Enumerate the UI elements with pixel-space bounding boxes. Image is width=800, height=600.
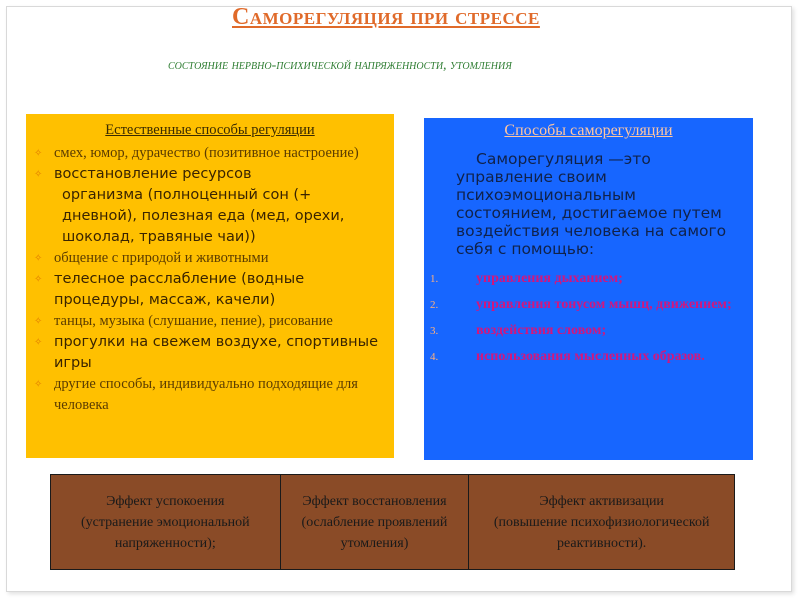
- list-item: 2. управления тонусом мышц, движением;: [430, 297, 732, 312]
- self-regulation-list: [424, 270, 753, 366]
- natural-methods-list: [26, 143, 394, 416]
- list-item: 1. управления дыханием;: [430, 271, 623, 286]
- effect-label: Эффект успокоения: [106, 493, 225, 509]
- bullet-icon: ✧: [34, 379, 43, 390]
- item-number: 4.: [430, 351, 439, 363]
- effects-table: [50, 474, 735, 570]
- effect-description: (ослабление проявлений утомления): [301, 514, 448, 551]
- item-number: 3.: [430, 325, 439, 337]
- effect-description: (повышение психофизиологической реактивности).: [493, 514, 710, 551]
- list-item: 3. воздействия словом;: [430, 323, 607, 338]
- effect-description: (устранение эмоциональной напряженности);: [80, 514, 250, 551]
- bullet-icon: ✧: [34, 316, 43, 327]
- slide-subtitle: состояние нервно-психической напряженности, утомления: [168, 58, 512, 73]
- self-regulation-box: [424, 118, 753, 460]
- natural-methods-box: [26, 114, 394, 458]
- item-number: 2.: [430, 299, 439, 311]
- item-number: 1.: [430, 273, 439, 285]
- list-item: ✧ восстановление ресурсов организма (полноценный сон (+ дневной), полезная еда (мед, орехи, шоколад, травяные чаи)): [34, 166, 345, 245]
- list-item: ✧ прогулки на свежем воздухе, спортивные игры: [34, 334, 379, 371]
- table-row: [51, 475, 735, 570]
- effect-activation-cell: [469, 475, 735, 570]
- list-item: ✧ смех, юмор, дурачество (позитивное настроение): [26, 143, 394, 164]
- slide-title: Саморегуляция при стрессе: [232, 4, 540, 30]
- bullet-icon: ✧: [34, 253, 43, 264]
- self-regulation-heading: Способы саморегуляции: [504, 122, 673, 139]
- bullet-icon: ✧: [34, 169, 43, 180]
- bullet-icon: ✧: [34, 337, 43, 348]
- list-item: 4. использования мысленных образов.: [430, 349, 705, 364]
- list-item: ✧ телесное расслабление (водные процедуры, массаж, качели): [34, 271, 305, 308]
- bullet-icon: ✧: [34, 274, 43, 285]
- list-item: ✧ общение с природой и животными: [26, 248, 394, 269]
- effect-calming-cell: [51, 475, 281, 570]
- self-regulation-definition: Саморегуляция —это управление своим психоэмоциональным состоянием, достигаемое путем воздействия человека на самого себя с помощью:: [456, 150, 727, 258]
- list-item: ✧ другие способы, индивидуально подходящие для человека: [34, 376, 358, 413]
- effect-recovery-cell: [280, 475, 469, 570]
- list-item: ✧ танцы, музыка (слушание, пение), рисование: [26, 311, 394, 332]
- effect-label: Эффект активизации: [539, 493, 664, 509]
- bullet-icon: ✧: [34, 148, 43, 159]
- effect-label: Эффект восстановления: [302, 493, 447, 509]
- natural-methods-heading: Естественные способы регуляции: [105, 122, 315, 138]
